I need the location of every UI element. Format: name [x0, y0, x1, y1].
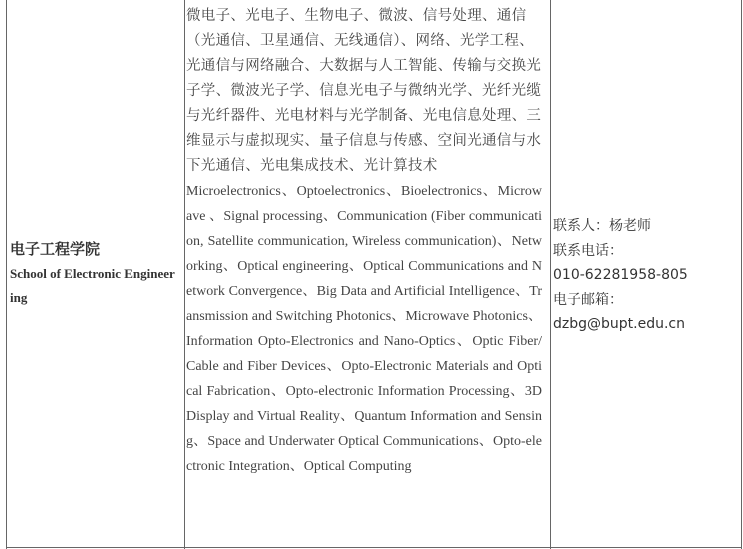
table-border-bottom	[6, 547, 742, 548]
research-areas-cell	[186, 4, 542, 479]
contact-email-label: 电子邮箱：	[553, 291, 623, 308]
contact-phone-label: 联系电话：	[553, 242, 623, 259]
contact-phone: 010-62281958-805	[553, 267, 688, 283]
column-divider-2	[550, 0, 551, 549]
table-border-right	[741, 0, 742, 549]
contact-cell	[553, 214, 733, 337]
column-divider-1	[184, 0, 185, 549]
contact-email: dzbg@bupt.edu.cn	[553, 316, 685, 332]
school-name-en: School of Electronic Engineering	[10, 266, 175, 305]
research-areas-cn: 微电子、光电子、生物电子、微波、信号处理、通信（光通信、卫星通信、无线通信）、网络、光学工程、光通信与网络融合、大数据与人工智能、传输与交换光子学、微波光子学、信息光电子与微纳光学、光纤光缆与光纤器件、光电材料与光学制备、光电信息处理、三维显示与虚拟现实、量子信息与传感、空间光通信与水下光通信、光电集成技术、光计算技术	[186, 8, 542, 174]
table-border-left	[6, 0, 7, 549]
school-cell	[10, 236, 180, 310]
research-areas-en: Microelectronics、Optoelectronics、Bioelectronics、Microwave 、Signal processing、Communication (Fiber communication, Satellite communication, Wireless communication)、Networking、Optical engineering、Optical Communications and Network Convergence、Big Data and Artificial Intelligence、Transmission and Switching Photonics、Microwave Photonics、Information Opto-Electronics and Nano-Optics、Optic Fiber/Cable and Fiber Devices、Opto-Electronic Materials and Optical Fabrication、Opto-electronic Information Processing、3D Display and Virtual Reality、Quantum Information and Sensing、Space and Underwater Optical Communications、Opto-electronic Integration、Optical Computing	[186, 184, 542, 474]
contact-person: 联系人：杨老师	[553, 218, 651, 234]
school-name-cn: 电子工程学院	[10, 240, 101, 258]
